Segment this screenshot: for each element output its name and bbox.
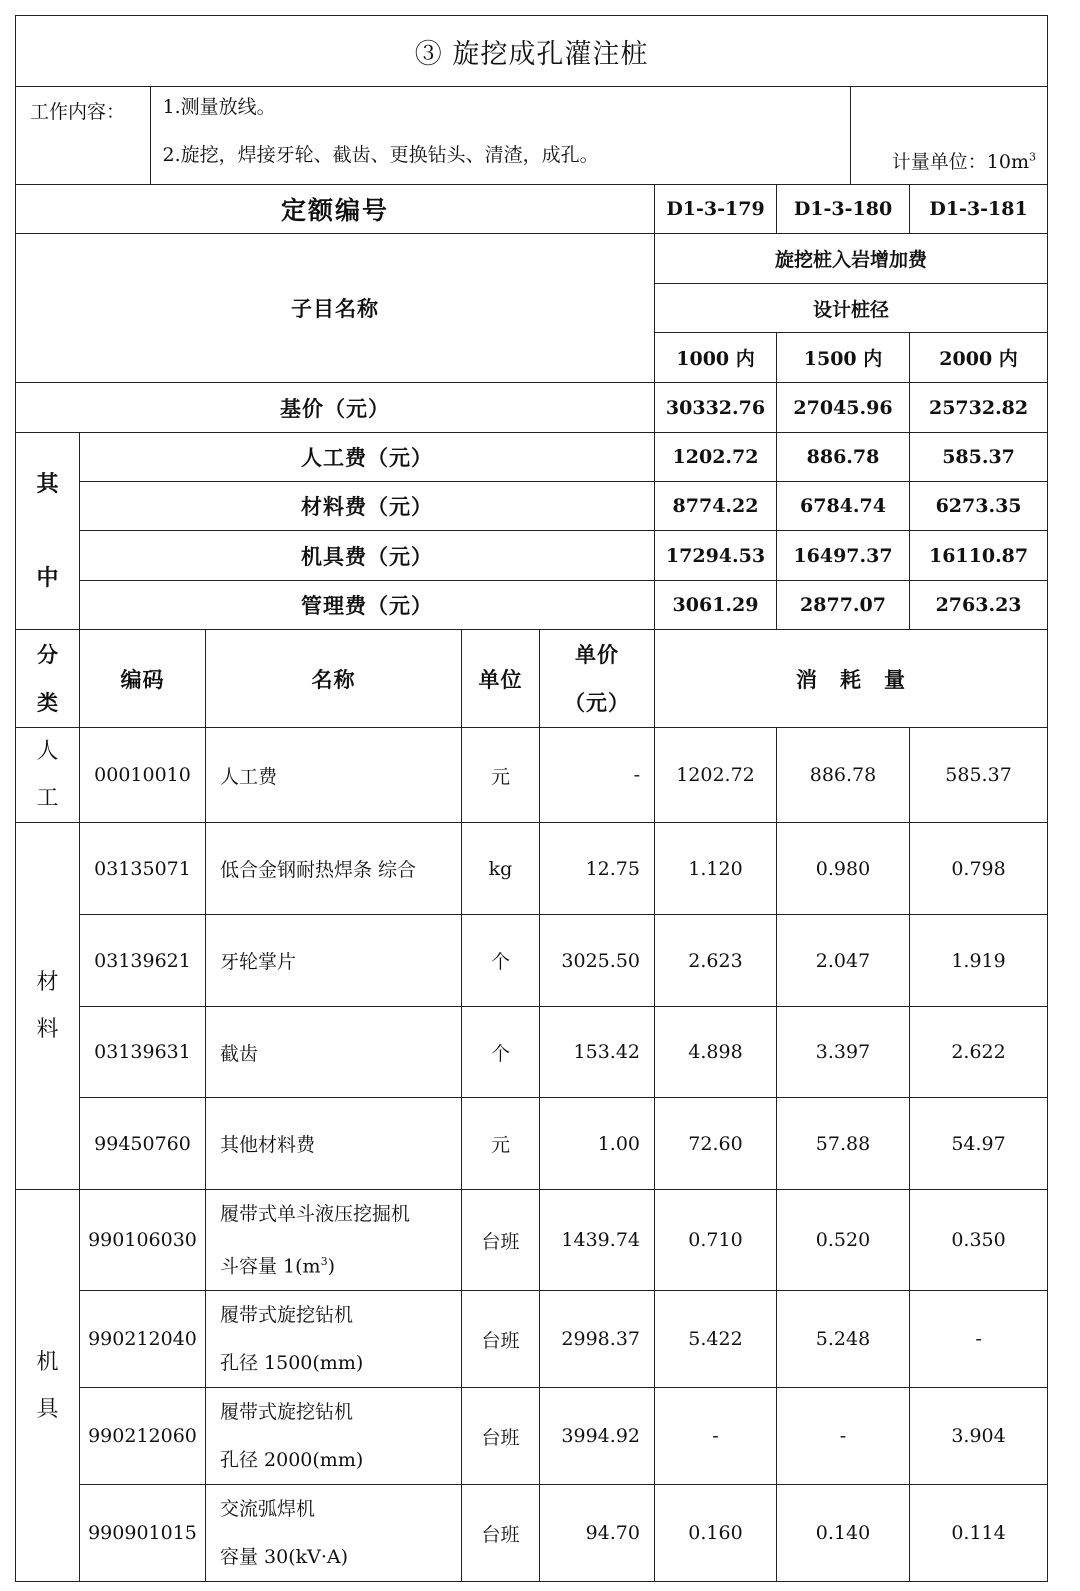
work-content-items <box>150 87 850 184</box>
item-qty: 0.114 <box>910 1485 1048 1582</box>
among-row-label: 材料费（元） <box>80 482 655 531</box>
item-price: 3994.92 <box>540 1388 655 1485</box>
item-qty: 0.350 <box>910 1190 1048 1291</box>
category-labor-2: 工 <box>36 786 59 811</box>
item-qty: 2.047 <box>777 915 910 1007</box>
item-unit: 元 <box>462 728 540 823</box>
item-unit: 个 <box>462 1007 540 1098</box>
category-labor <box>16 728 80 823</box>
among-row-value: 16110.87 <box>910 531 1048 581</box>
item-qty: 5.422 <box>655 1291 777 1388</box>
item-unit: 台班 <box>462 1291 540 1388</box>
header-category-2: 类 <box>37 689 58 715</box>
item-unit: 台班 <box>462 1190 540 1291</box>
among-row-label: 管理费（元） <box>80 581 655 630</box>
item-name-line-1: 履带式旋挖钻机 <box>220 1401 354 1424</box>
base-price-2: 27045.96 <box>777 383 910 433</box>
quota-table <box>15 15 1048 1582</box>
item-unit: kg <box>462 823 540 915</box>
item-name: 截齿 <box>206 1007 462 1098</box>
item-name: 其他材料费 <box>206 1098 462 1190</box>
size-3: 2000 内 <box>910 333 1048 383</box>
among-row-value: 886.78 <box>777 433 910 482</box>
header-category-1: 分 <box>37 641 58 667</box>
item-name-line-1: 履带式旋挖钻机 <box>220 1304 354 1327</box>
header-price-1: 单价 <box>575 641 619 667</box>
work-content-label: 工作内容： <box>16 87 150 184</box>
item-qty: 1202.72 <box>655 728 777 823</box>
item-name <box>206 1388 462 1485</box>
item-qty: 4.898 <box>655 1007 777 1098</box>
work-content-block <box>16 87 1048 185</box>
item-code: 990212040 <box>80 1291 206 1388</box>
item-code: 00010010 <box>80 728 206 823</box>
subitem-subgroup: 设计桩径 <box>655 284 1048 333</box>
item-price: 12.75 <box>540 823 655 915</box>
item-code: 990212060 <box>80 1388 206 1485</box>
item-name-sup: 3 <box>320 1255 328 1268</box>
header-price <box>540 630 655 728</box>
item-code: 990106030 <box>80 1190 206 1291</box>
item-qty: 886.78 <box>777 728 910 823</box>
among-row-label: 机具费（元） <box>80 531 655 581</box>
item-name: 人工费 <box>206 728 462 823</box>
measure-unit-label: 计量单位：10m <box>891 151 1029 173</box>
item-qty: - <box>777 1388 910 1485</box>
category-machines-1: 机 <box>36 1349 59 1375</box>
item-name-line-1: 履带式单斗液压挖掘机 <box>220 1203 411 1225</box>
among-row-value: 16497.37 <box>777 531 910 581</box>
among-row-value: 6273.35 <box>910 482 1048 531</box>
item-qty: - <box>910 1291 1048 1388</box>
subitem-label: 子目名称 <box>16 234 655 383</box>
item-qty: 2.622 <box>910 1007 1048 1098</box>
item-name: 牙轮掌片 <box>206 915 462 1007</box>
among-label-2: 中 <box>36 564 59 591</box>
item-qty: 72.60 <box>655 1098 777 1190</box>
item-code: 03135071 <box>80 823 206 915</box>
item-code: 03139631 <box>80 1007 206 1098</box>
item-qty: 2.623 <box>655 915 777 1007</box>
size-2: 1500 内 <box>777 333 910 383</box>
base-price-3: 25732.82 <box>910 383 1048 433</box>
base-price-1: 30332.76 <box>655 383 777 433</box>
item-name-line-2: 孔径 1500(mm) <box>220 1352 364 1375</box>
item-price: 153.42 <box>540 1007 655 1098</box>
quota-code-1: D1-3-179 <box>655 185 777 234</box>
item-price: 3025.50 <box>540 915 655 1007</box>
quota-code-2: D1-3-180 <box>777 185 910 234</box>
item-qty: 1.120 <box>655 823 777 915</box>
among-row-value: 585.37 <box>910 433 1048 482</box>
header-category <box>16 630 80 728</box>
item-unit: 台班 <box>462 1485 540 1582</box>
item-name <box>206 1485 462 1582</box>
size-1: 1000 内 <box>655 333 777 383</box>
among-row-label: 人工费（元） <box>80 433 655 482</box>
among-row-value: 2763.23 <box>910 581 1048 630</box>
item-qty: 0.520 <box>777 1190 910 1291</box>
item-name: 低合金钢耐热焊条 综合 <box>206 823 462 915</box>
item-name <box>206 1190 462 1291</box>
among-row-value: 8774.22 <box>655 482 777 531</box>
among-row-value: 6784.74 <box>777 482 910 531</box>
item-name-end: ) <box>327 1255 335 1278</box>
work-item-2: 2.旋挖，焊接牙轮、截齿、更换钻头、清渣，成孔。 <box>162 144 599 166</box>
item-name <box>206 1291 462 1388</box>
item-price: 1.00 <box>540 1098 655 1190</box>
item-name-line-2: 容量 30(kV·A) <box>220 1546 349 1569</box>
item-qty: 0.140 <box>777 1485 910 1582</box>
item-code: 99450760 <box>80 1098 206 1190</box>
category-labor-1: 人 <box>36 739 59 764</box>
quota-code-3: D1-3-181 <box>910 185 1048 234</box>
item-qty: 0.160 <box>655 1485 777 1582</box>
among-label-1: 其 <box>36 470 59 497</box>
item-qty: 0.980 <box>777 823 910 915</box>
item-unit: 元 <box>462 1098 540 1190</box>
item-price: 94.70 <box>540 1485 655 1582</box>
measure-unit-sup: 3 <box>1029 150 1036 164</box>
item-qty: - <box>655 1388 777 1485</box>
item-name-line-1: 交流弧焊机 <box>220 1498 316 1521</box>
item-qty: 3.397 <box>777 1007 910 1098</box>
among-row-value: 3061.29 <box>655 581 777 630</box>
category-materials <box>16 823 80 1190</box>
item-unit: 个 <box>462 915 540 1007</box>
header-consumption: 消 耗 量 <box>655 630 1048 728</box>
measure-unit <box>850 87 1048 184</box>
quota-number-label: 定额编号 <box>16 185 655 234</box>
header-code: 编码 <box>80 630 206 728</box>
item-qty: 0.710 <box>655 1190 777 1291</box>
among-row-value: 2877.07 <box>777 581 910 630</box>
item-price: 2998.37 <box>540 1291 655 1388</box>
item-qty: 54.97 <box>910 1098 1048 1190</box>
item-qty: 0.798 <box>910 823 1048 915</box>
item-qty: 1.919 <box>910 915 1048 1007</box>
item-code: 03139621 <box>80 915 206 1007</box>
item-price: - <box>540 728 655 823</box>
item-qty: 57.88 <box>777 1098 910 1190</box>
work-item-1: 1.测量放线。 <box>162 96 276 118</box>
item-name-line-2: 孔径 2000(mm) <box>220 1449 364 1472</box>
item-qty: 3.904 <box>910 1388 1048 1485</box>
item-code: 990901015 <box>80 1485 206 1582</box>
header-name: 名称 <box>206 630 462 728</box>
subitem-group: 旋挖桩入岩增加费 <box>655 234 1048 284</box>
item-unit: 台班 <box>462 1388 540 1485</box>
header-unit: 单位 <box>462 630 540 728</box>
among-row-value: 17294.53 <box>655 531 777 581</box>
item-name-line-2: 斗容量 1(m <box>220 1255 321 1278</box>
header-price-2: （元） <box>564 689 630 715</box>
among-label <box>16 433 80 630</box>
page-title: ③ 旋挖成孔灌注桩 <box>16 16 1048 87</box>
category-machines <box>16 1190 80 1582</box>
category-materials-2: 料 <box>36 1017 59 1042</box>
base-price-label: 基价（元） <box>16 383 655 433</box>
category-materials-1: 材 <box>36 970 59 995</box>
among-row-value: 1202.72 <box>655 433 777 482</box>
category-machines-2: 具 <box>36 1396 59 1422</box>
item-qty: 5.248 <box>777 1291 910 1388</box>
item-qty: 585.37 <box>910 728 1048 823</box>
item-price: 1439.74 <box>540 1190 655 1291</box>
